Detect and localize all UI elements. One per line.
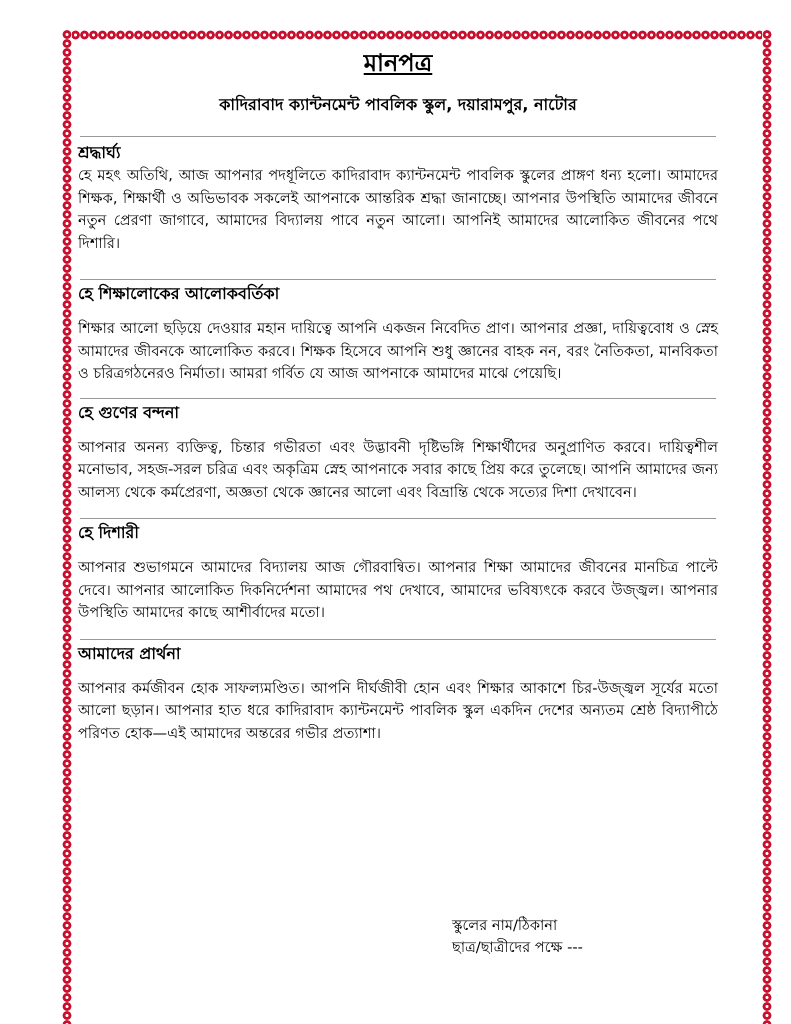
- document-title: মানপত্র: [363, 49, 433, 77]
- section-heading: হে গুণের বন্দনা: [78, 402, 180, 422]
- signature-school-line: স্কুলের নাম/ঠিকানা: [452, 917, 558, 934]
- section-divider: [80, 639, 716, 640]
- school-name-address: কাদিরাবাদ ক্যান্টনমেন্ট পাবলিক স্কুল, দয়ারামপুর, নাটোর: [219, 95, 577, 114]
- section-praise-of-virtues: [78, 398, 718, 505]
- signature-block: [452, 915, 583, 959]
- section-our-prayer: [78, 639, 718, 746]
- section-body: আপনার অনন্য ব্যক্তিত্ব, চিন্তার গভীরতা এবং উদ্ভাবনী দৃষ্টিভঙ্গি শিক্ষার্থীদের অনুপ্রাণিত করবে। দায়িত্বশীল মনোভাব, সহজ-সরল চরিত্র এবং অকৃত্রিম স্নেহ আপনাকে সবার কাছে প্রিয় করে তুলেছে। আপনি আমাদের জন্য আলস্য থেকে কর্মপ্রেরণা, অজ্ঞতা থেকে জ্ঞানের আলো এবং বিভ্রান্তি থেকে সত্যের দিশা দেখাবেন।: [78, 438, 718, 501]
- section-divider: [80, 279, 716, 280]
- section-divider: [80, 398, 716, 399]
- decorative-border-right: [762, 30, 772, 1024]
- section-heading: হে দিশারী: [78, 523, 139, 542]
- section-body: হে মহৎ অতিথি, আজ আপনার পদধূলিতে কাদিরাবাদ ক্যান্টনমেন্ট পাবলিক স্কুলের প্রাঙ্গণ ধন্য হলো। আমাদের শিক্ষক, শিক্ষার্থী ও অভিভাবক সকলেই আপনাকে আন্তরিক শ্রদ্ধা জানাচ্ছে। আপনার উপস্থিতি আমাদের জীবনে নতুন প্রেরণা জাগাবে, আমাদের বিদ্যালয় পাবে নতুন আলো। আপনিই আমাদের আলোকিত জীবনের পথে দিশারি।: [78, 167, 718, 252]
- section-body: শিক্ষার আলো ছড়িয়ে দেওয়ার মহান দায়িত্বে আপনি একজন নিবেদিত প্রাণ। আপনার প্রজ্ঞা, দায়িত্ববোধ ও স্নেহ আমাদের জীবনকে আলোকিত করবে। শিক্ষক হিসেবে আপনি শুধু জ্ঞানের বাহক নন, বরং নৈতিকতা, মানবিকতা ও চরিত্রগঠনেরও নির্মাতা। আমরা গর্বিত যে আজ আপনাকে আমাদের মাঝে পেয়েছি।: [78, 320, 718, 382]
- section-beacon-of-learning: [78, 279, 718, 386]
- section-divider: [80, 518, 716, 519]
- section-tribute: [78, 136, 718, 255]
- section-body: আপনার কর্মজীবন হোক সাফল্যমণ্ডিত। আপনি দীর্ঘজীবী হোন এবং শিক্ষার আকাশে চির-উজ্জ্বল সূর্যের মতো আলো ছড়ান। আপনার হাত ধরে কাদিরাবাদ ক্যান্টনমেন্ট পাবলিক স্কুল একদিন দেশের অন্যতম শ্রেষ্ঠ বিদ্যাপীঠে পরিণত হোক—এই আমাদের অন্তরের গভীর প্রত্যাশা।: [78, 679, 718, 742]
- section-guide: [78, 518, 718, 625]
- section-heading: আমাদের প্রার্থনা: [78, 643, 181, 663]
- section-heading: হে শিক্ষালোকের আলোকবর্তিকা: [78, 284, 280, 303]
- decorative-border-top: [62, 30, 772, 40]
- signature-students-line: ছাত্র/ছাত্রীদের পক্ষে ---: [452, 939, 583, 956]
- decorative-border-left: [62, 30, 72, 1024]
- section-heading: শ্রদ্ধার্ঘ্য: [78, 143, 121, 162]
- section-body: আপনার শুভাগমনে আমাদের বিদ্যালয় আজ গৌরবান্বিত। আপনার শিক্ষা আমাদের জীবনের মানচিত্র পাল্টে দেবে। আপনার আলোকিত দিকনির্দেশনা আমাদের পথ দেখাবে, আমাদের ভবিষ্যৎকে করবে উজ্জ্বল। আপনার উপস্থিতি আমাদের কাছে আশীর্বাদের মতো।: [78, 559, 718, 621]
- section-divider: [80, 136, 716, 137]
- certificate-page: [78, 40, 718, 745]
